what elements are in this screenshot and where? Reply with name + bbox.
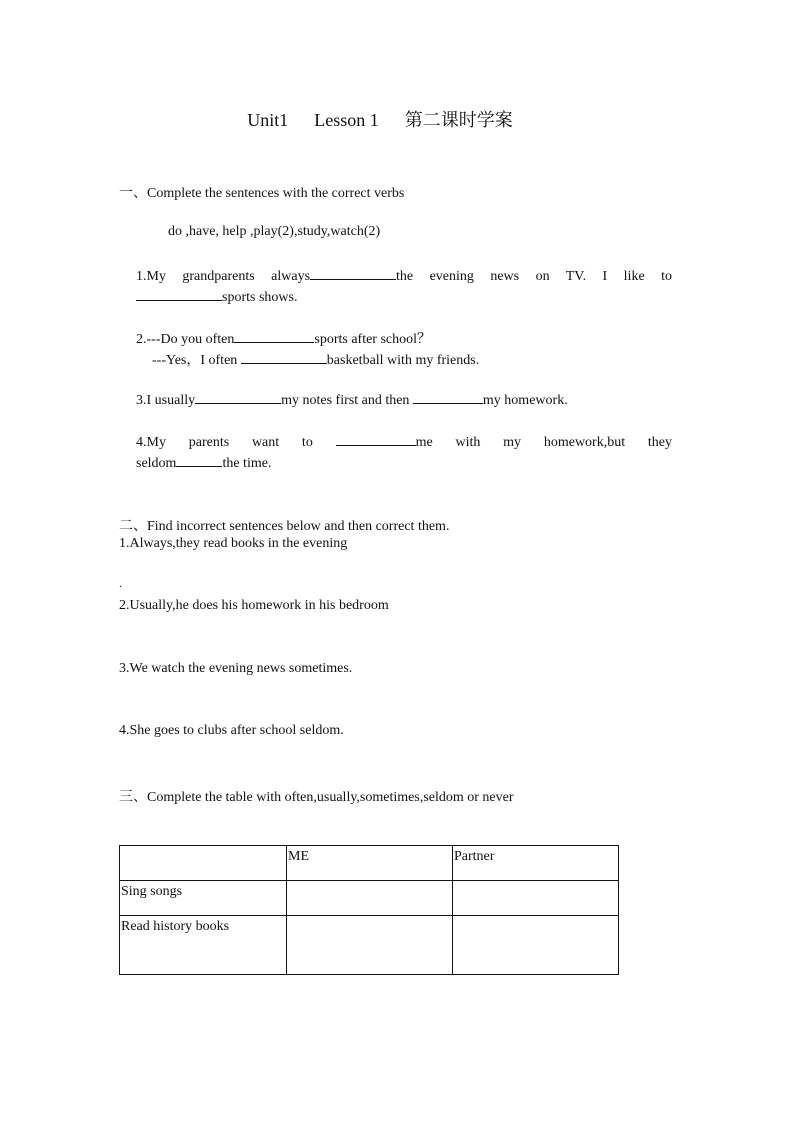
- table-cell-me[interactable]: [287, 916, 453, 975]
- q2-blank-1[interactable]: [234, 329, 314, 343]
- q4-blank-1[interactable]: [336, 432, 416, 446]
- table-header-cell: Partner: [453, 846, 619, 881]
- table-cell-partner[interactable]: [453, 916, 619, 975]
- lesson-label: Lesson 1: [314, 110, 379, 130]
- word-bank: do ,have, help ,play(2),study,watch(2): [168, 224, 381, 239]
- question-3: [136, 390, 568, 409]
- sentence-2: 2.Usually,he does his homework in his bedroom: [119, 598, 389, 613]
- question-1-line-2: [136, 287, 297, 306]
- table-cell: Read history books: [120, 916, 287, 975]
- q4-text-d: the time.: [222, 456, 272, 471]
- frequency-table: [119, 845, 619, 975]
- q3-text-c: my homework.: [482, 393, 568, 408]
- q4-text-c: seldom: [136, 456, 177, 471]
- table-row: [120, 881, 619, 916]
- q1-text-b: the evening news on TV. I like to: [396, 269, 672, 284]
- title-subtitle: 第二课时学案: [404, 110, 513, 130]
- table-header-cell: [120, 846, 287, 881]
- table-row: [120, 916, 619, 975]
- q4-text-b: me with my homework,but they: [415, 435, 672, 450]
- q4-blank-2[interactable]: [176, 453, 222, 467]
- q1-text-a: 1.My grandparents always: [136, 269, 311, 284]
- q4-text-a: 4.My parents want to: [136, 435, 336, 450]
- table-cell-partner[interactable]: [453, 881, 619, 916]
- page-title: [0, 106, 760, 132]
- question-4-line-2: [136, 453, 271, 472]
- section3-heading: 三、Complete the table with often,usually,sometimes,seldom or never: [119, 790, 514, 805]
- table-header-cell: ME: [287, 846, 453, 881]
- q3-text-b: my notes first and then: [281, 393, 413, 408]
- sentence-3: 3.We watch the evening news sometimes.: [119, 661, 353, 676]
- table-cell-me[interactable]: [287, 881, 453, 916]
- question-4-line-1: [136, 432, 672, 451]
- q3-text-a: 3.I usually: [136, 393, 196, 408]
- q2-text-b: sports after school？: [314, 332, 432, 347]
- q2-text-c: ---Yes，I often: [152, 353, 241, 368]
- section2-heading: 二、Find incorrect sentences below and then correct them.: [119, 519, 450, 534]
- q2-text-a: 2.---Do you often: [136, 332, 235, 347]
- q1-blank-2[interactable]: [136, 287, 222, 301]
- table-cell: Sing songs: [120, 881, 287, 916]
- table-header-row: [120, 846, 619, 881]
- q1-blank-1[interactable]: [310, 266, 396, 280]
- question-1-line-1: [136, 266, 672, 285]
- section1-heading: 一、Complete the sentences with the correct verbs: [119, 186, 405, 201]
- sentence-4: 4.She goes to clubs after school seldom.: [119, 723, 344, 738]
- question-2-line-2: [152, 349, 479, 369]
- q2-blank-2[interactable]: [241, 350, 327, 364]
- sentence-1: 1.Always,they read books in the evening: [119, 536, 348, 551]
- q1-text-c: sports shows.: [222, 290, 298, 305]
- q3-blank-2[interactable]: [413, 390, 483, 404]
- q3-blank-1[interactable]: [195, 390, 281, 404]
- sentence-1-dot: .: [119, 576, 122, 590]
- question-2-line-1: [136, 328, 431, 348]
- q2-text-d: basketball with my friends.: [326, 353, 480, 368]
- unit-label: Unit1: [247, 110, 289, 130]
